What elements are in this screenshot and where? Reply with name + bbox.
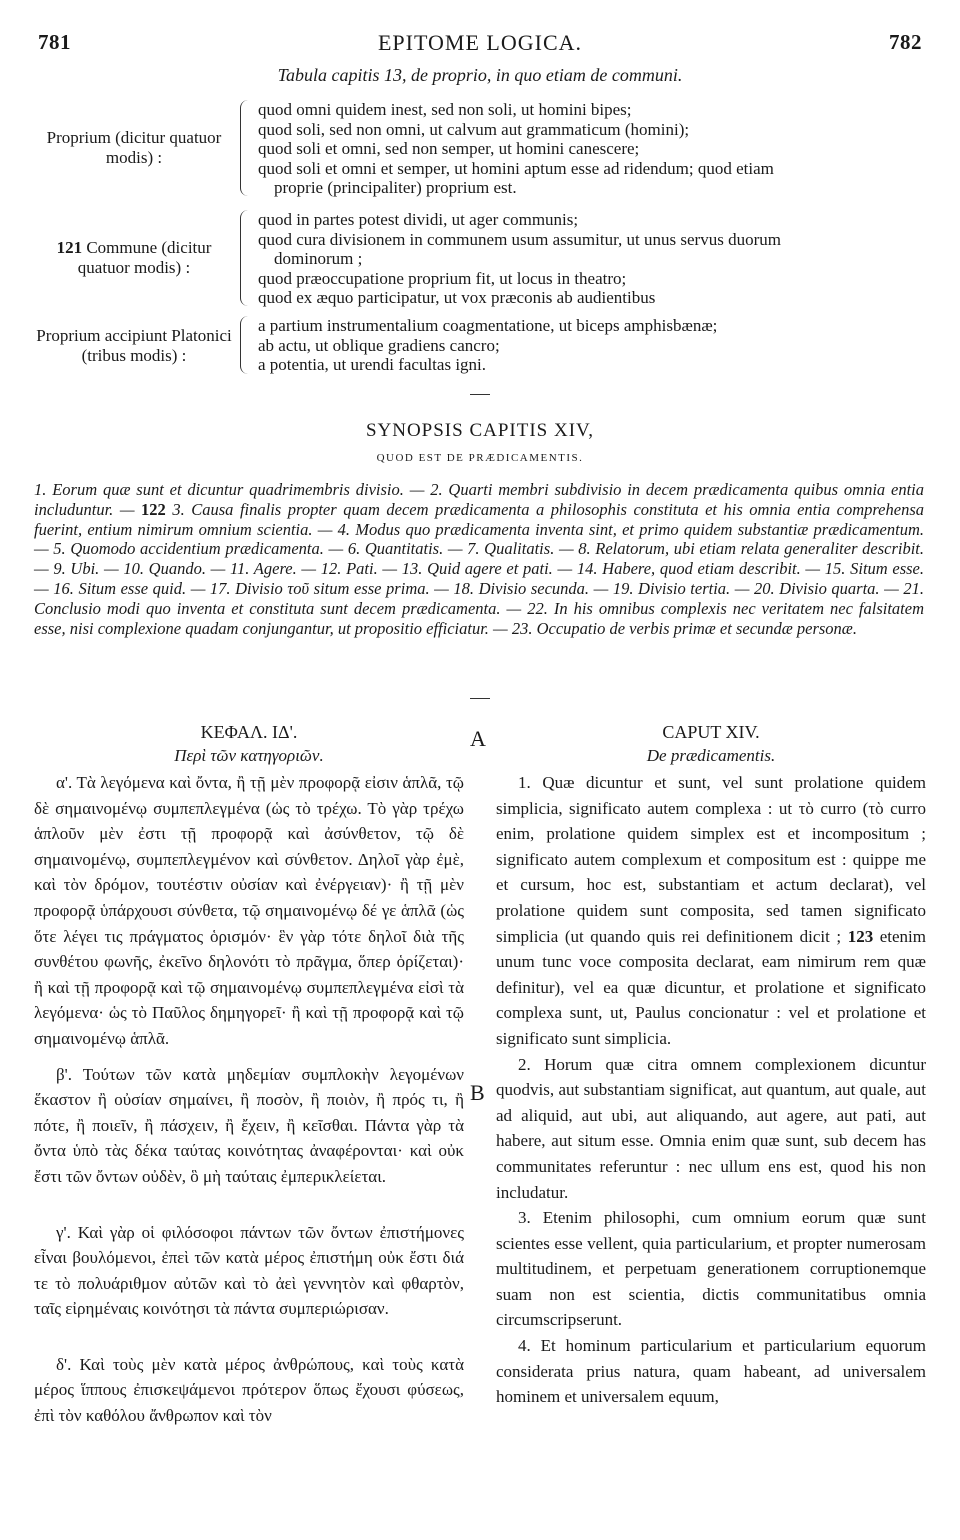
latin-paragraph: 1. Quæ dicuntur et sunt, vel sunt prolatione quidem simplicia, significato autem complexa : ut τὸ curro (τὸ curro enim, prolatione quidem simplex est et incompositum ; significato autem complexum et compositum est : quippe me et cursum, hoc est, substantiam et actum declarat), vel prolatione quidem sunt composita, sed tamen significato simplicia (ut quando quis rei definitionem dicit ; 123 etenim unum tunc voce composita declarat, eam nimirum rem quæ definitur), vel ea quæ dicuntur, et prolatione et significato complexa sunt, ut, Paulus concionatur : vel et prolatione et significato sunt simplicia. [496,773,926,1048]
list-item: quod soli et omni et semper, ut homini aptum esse ad ridendum; quod etiam [258,158,774,178]
greek-chapter-title: ΚΕΦΑΛ. ΙΔ'. [200,722,298,742]
list-item: quod ex æquo participatur, ut vox præconis ab audientibus [258,288,656,307]
margin-number: 122 [141,499,166,519]
list-item: a potentia, ut urendi facultas igni. [258,355,487,374]
brace [240,210,255,306]
list-item: quod in partes potest dividi, ut ager communis; [258,210,579,229]
brace [240,316,255,374]
latin-paragraph: 2. Horum quæ citra omnem complexionem dicuntur quodvis, aut substantiam significat, aut quantum, aut quale, aut ad aliquid, aut ubi, aut aliquando, aut agere, aut pati, aut habere, aut situm esse. Omnia enim quæ sunt, sub decem has communitates referuntur : nec ullum ens est, quod his non includatur. [496,1054,926,1202]
margin-number: 123 [847,926,874,946]
list-item: quod soli, sed non omni, ut calvum aut grammaticum (homini); [258,119,690,139]
greek-chapter-subtitle: Περὶ τῶν κατηγοριῶν. [174,746,324,765]
page-number-left: 781 [38,30,71,54]
greek-paragraph: α'. Τὰ λεγόμενα καὶ ὄντα, ἢ τῇ μὲν προφορᾷ εἰσιν ἁπλᾶ, τῷ δὲ σημαινομένῳ συμπεπλεγμένα (ὡς τὸ τρέχω. Τὸ γὰρ τρέχω ἁπλοῦν μὲν ἐστι τῇ προφορᾷ καὶ ἀσύνθετον, τῷ δὲ σημαινομένῳ, συμπεπλεγμένον καὶ σύνθετον. Δηλοῖ γὰρ ἐμὲ, καὶ τὸν δρόμον, τουτέστιν οὐσίαν καὶ ἐνέργειαν)· ἢ τῇ μὲν προφορᾷ ὑπάρχουσι σύνθετα, τῷ σημαινομένῳ δέ γε ἁπλᾶ (ὡς ὅτε λέγει τις πράγματος ὁρισμόν· ἓν γὰρ τότε δηλοῖ διὰ τῆς συνθέτου φωνῆς, ἐκεῖνο δηλονότι τὸ πρᾶγμα, ὅπερ ὁρίζεται)· ἢ καὶ τῇ προφορᾷ καὶ τῷ σημαινομένῳ συμπεπλεγμένα εἰσὶ τὰ λεγόμενα· ὡς τὸ Παῦλος δημηγορεῖ· ἢ καὶ τῇ προφορᾷ καὶ τῷ σημαινομένῳ ἁπλᾶ. [34,773,464,1048]
commune-group [34,210,924,310]
separator-rule [470,394,490,395]
table-caption: Tabula capitis 13, de proprio, in quo etiam de communi. [277,65,683,85]
list-item: quod præoccupatione proprium fit, ut locus in theatro; [258,268,627,288]
platonici-items [258,316,924,375]
commune-items [258,210,924,308]
brace [240,100,255,196]
platonici-label: Proprium accipiunt Platonici (tribus modis) : [36,326,232,365]
proprium-items [258,100,924,198]
list-item: ab actu, ut oblique gradiens cancro; [258,335,500,355]
latin-paragraph: 3. Etenim philosophi, cum omnium eorum quæ sunt scientes esse vellent, quia particularium, et propter numerosam multitudinem, et perpetuam generationem corruptionemque suam non est scientia, dictis communitatibus omnia circumscripserunt. [496,1208,926,1330]
latin-chapter-subtitle: De prædicamentis. [646,746,776,765]
list-item: quod cura divisionem in communem usum assumitur, ut unus servus duorum [258,229,781,249]
commune-label: 121 Commune (dicitur quatuor modis) : [56,238,212,277]
margin-marker-a: A [470,726,486,751]
list-item: quod omni quidem inest, sed non soli, ut homini bipes; [258,100,632,119]
greek-paragraph: γ'. Καὶ γὰρ οἱ φιλόσοφοι πάντων τῶν ὄντων ἐπιστήμονες εἶναι βουλόμενοι, ἐπεὶ τῶν κατὰ μέρος ἐπιστήμη οὐκ ἔστι διά τε τὸ πολυάριθμον αὐτῶν καὶ τὸ ἀεὶ γεννητὸν καὶ φθαρτὸν, ταῖς εἰρημέναις κοινότησι τὰ πάντα συμπεριώρισαν. [34,1222,464,1319]
synopsis-title: SYNOPSIS CAPITIS XIV, [365,420,595,441]
list-item: proprie (principaliter) proprium est. [274,178,517,197]
margin-number: 121 [56,238,83,257]
page-number-right: 782 [889,30,922,54]
latin-chapter-title: CAPUT XIV. [662,722,760,742]
proprium-label: Proprium (dicitur quatuor modis) : [46,128,222,167]
list-item: dominorum ; [274,249,363,268]
greek-paragraph: δ'. Καὶ τοὺς μὲν κατὰ μέρος ἀνθρώπους, καὶ τοὺς κατὰ μέρος ἵππους ἐπισκεψάμενοι πρότερον ὅπως ἔχουσι φύσεως, ἐπὶ τὸν καθόλου ἄνθρωπον καὶ τὸν [34,1354,464,1426]
proprium-group [34,100,924,200]
greek-paragraph: β'. Τούτων τῶν κατὰ μηδεμίαν συμπλοκὴν λεγομένων ἕκαστον ἢ οὐσίαν σημαίνει, ἢ ποσὸν, ἢ ποιὸν, ἢ πρός τι, ἢ πότε, ἢ ποιεῖν, ἢ πάσχειν, ἢ ἔχειν, ἢ κεῖσθαι. Πάντα γὰρ τὰ ὄντα ὑπὸ τὰς δέκα ταύτας κοινότητας ἀναφέρονται· καὶ οὐκ ἔστι τῶν ὄντων οὐδὲν, ὃ μὴ ταύταις ἐμπερικλείεται. [34,1064,464,1186]
separator-rule [470,698,490,699]
margin-marker-b: B [470,1080,485,1105]
greek-column [34,720,464,1429]
list-item: quod soli et omni, sed non semper, ut homini canescere; [258,139,640,158]
latin-paragraph: 4. Et hominum particularium et particularium equorum considerata prius natura, quam habeant, ad universalem hominem et universalem equum, [496,1336,926,1407]
platonici-group [34,316,924,378]
running-title: EPITOME LOGICA. [377,30,583,55]
synopsis-subtitle: QUOD EST DE PRÆDICAMENTIS. [376,452,584,464]
list-item: a partium instrumentalium coagmentatione, ut biceps amphisbænæ; [258,316,718,335]
latin-column [496,720,926,1410]
synopsis-text: 1. Eorum quæ sunt et dicuntur quadrimembris divisio. — 2. Quarti membri subdivisio in decem prædicamenta quibus omnia entia includuntur. — 122 3. Causa finalis propter quam decem prædicamenta a philosophis constituta et his omnia entia comprehensa fuerint, entium nimirum omnium scientia. — 4. Modus quo prædicamenta inventa sint, et primo quidem substantiæ prædicamentum. — 5. Quomodo accidentium prædicamenta. — 6. Quantitatis. — 7. Qualitatis. — 8. Relatorum, ubi etiam relata generaliter describit. — 9. Ubi. — 10. Quando. — 11. Agere. — 12. Pati. — 13. Quid agere et pati. — 14. Habere, quod etiam describit. — 15. Situm esse. — 16. Situm esse quid. — 17. Divisio τοῦ situm esse prima. — 18. Divisio secunda. — 19. Divisio tertia. — 20. Divisio quarta. — 21. Conclusio modi quo inventa et constituta sunt decem prædicamenta. — 22. In his omnibus complexis nec veritatem nec falsitatem esse, nisi complexione quadam conjungantur, ut propositio efficiatur. — 23. Occupatio de verbis primæ et secundæ personæ. [34,480,924,638]
